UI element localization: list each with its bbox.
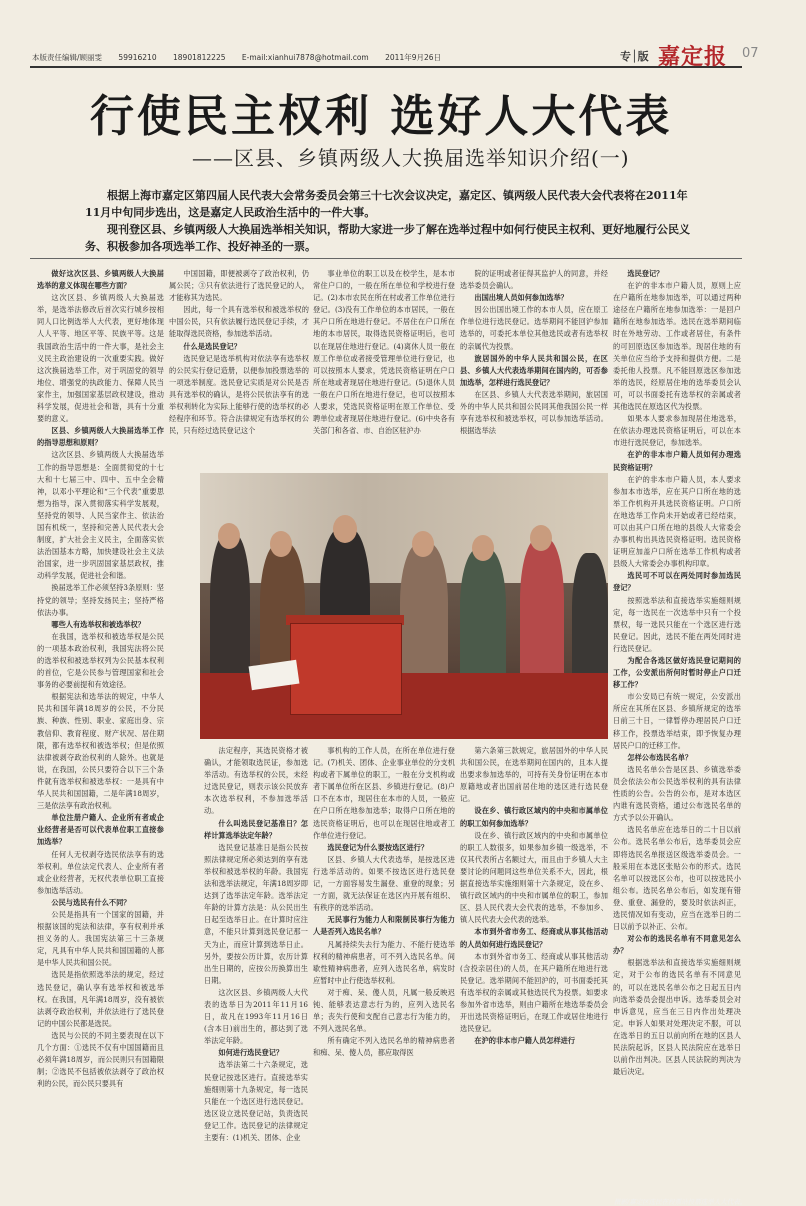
- question-heading: 什么叫选民登记基准日？怎样计算选举法定年龄？: [204, 818, 308, 840]
- body-paragraph: 设在乡、镇行政区域内的中央和市属单位的职工人数很多，如果参加乡镇一级选举，不仅其代表所占名额过大，而且由于乡镇人大主要讨论的问题同这些单位关系不大，因此，根据直接选举实施细则第十六条规定，设在乡、镇行政区域内的中央和市属单位的职工，参加区、县人民代表大会代表的选举，不参加乡、镇人民代表大会代表的选举。: [460, 830, 608, 925]
- body-paragraph: 选举法第二十六条规定，选民登记按选区进行。直接选举实施细则第十九条规定，每一选民只能在一个选区进行选民登记。选区设立选民登记站，负责选民登记工作。选民登记的法律规定主要有：(1)机关、团体、企业: [204, 1060, 308, 1142]
- question-heading: 选民可不可以在两处同时参加选民登记？: [613, 571, 741, 593]
- body-paragraph: 如果本人要求参加现居住地选举，在依法办理选民资格证明后，可以在本市进行选民登记，参加选举。: [613, 414, 741, 448]
- intro-paragraph: 现刊登区县、乡镇两级人大换届选举相关知识，帮助大家进一步了解在选举过程中如何行使民主权利、更好地履行公民义务、积极参加各项选举工作、投好神圣的一票。: [85, 223, 690, 253]
- body-paragraph: 在我国，选举权和被选举权是公民的一项基本政治权利，我国宪法将公民的选举权和被选举权列为公民基本权利的首位，它是公民参与管理国家和社会事务的必要前提和有效途径。: [37, 631, 164, 690]
- photo-head: [270, 531, 292, 557]
- photo-person: [460, 548, 506, 693]
- body-paragraph: 选民是指依照选举法的规定，经过选民登记，确认享有选举权和被选举权。在我国，凡年满18周岁，没有被依法剥夺政治权利，并依法进行了选民登记的中国公民都是选民。: [37, 970, 164, 1028]
- page-header: [30, 42, 759, 70]
- question-heading: 单位注册户籍人、企业所有者或企业经营者是否可以代表单位职工直接参加选举？: [37, 813, 164, 847]
- article-column: [613, 268, 741, 1108]
- body-paragraph: 在区县、乡镇人大代表选举期间，旅居国外的中华人民共和国公民同其他我国公民一样享有选举权和被选举权，可以参加选举活动。根据选举法: [460, 389, 608, 436]
- body-paragraph: 第六条第三款规定，旅居国外的中华人民共和国公民，在选举期间在国内的，且本人提出要求参加选举的，可持有关身份证明在本市原籍地或者出国前居住地的选区进行选民登记。: [460, 746, 608, 804]
- question-heading: 怎样公布选民名单？: [627, 752, 693, 762]
- question-heading: 在沪的非本市户籍人员如何办理选民资格证明？: [613, 450, 741, 472]
- article-column: [313, 268, 455, 468]
- question-heading: 选民登记？: [627, 269, 664, 278]
- photo-head: [530, 525, 552, 551]
- body-paragraph: 法定程序，其选民资格才被确认，才能领取选民证，参加选举活动。有选举权的公民，未经过选民登记，则表示该公民放弃本次选举权利，不参加选举活动。: [204, 746, 308, 816]
- body-paragraph: 凡属持续失去行为能力、不能行使选举权利的精神病患者，可不列入选民名单。间歇性精神病患者，应列入选民名单，病发时应暂时中止行使选举权利。: [313, 939, 455, 985]
- page-number: 07: [742, 46, 759, 61]
- ballot-box: [290, 623, 402, 715]
- body-paragraph: 在沪的非本市户籍人员，原则上应在户籍所在地参加选举，可以通过两种途径在户籍所在地参加选举：一是回户籍所在地参加选举。选民在选举期间临时在外地劳动、工作或者居住，有条件的可回原选区参加选举。现居住地的有关单位应当给予支持和提供方便。二是委托他人投票。凡不能回原选区参加选举的选民，经原居住地的选举委员会认可，可以书面委托有选举权的亲属或者其他选民在原选区代为投票。: [613, 281, 741, 412]
- body-paragraph: 因公出国出境工作的本市人员，应在原工作单位进行选民登记。选举期间不能回沪参加选举的，可委托本单位其他选民或者有选举权的亲属代为投票。: [460, 305, 608, 351]
- body-paragraph: 根据选举法和直接选举实施细则规定，对于公布的选民名单有不同意见的，可以在选民名单公布之日起五日内向选举委员会提出申诉。选举委员会对申诉意见，应当在三日内作出处理决定。申诉人如果对处理决定不服，可以在选举日的五日以前向所在地的区县人民法院起诉，区县人民法院应在选举日以前作出判决。区县人民法院的判决为最后决定。: [613, 958, 741, 1077]
- question-heading: 区县、乡镇两级人大换届选举工作的指导思想和原则？: [37, 426, 164, 448]
- body-paragraph: 中国国籍，即便被剥夺了政治权利，仍属公民；③只有依法进行了选民登记的人，才能称其为选民。: [169, 269, 309, 303]
- newspaper-logo: 嘉定报: [658, 44, 728, 70]
- body-paragraph: 按照选举法和直接选举实施细则规定，每一选民在一次选举中只有一个投票权，每一选民只能在一个选区进行选民登记。因此，选民不能在两处同时进行选民登记。: [613, 595, 741, 653]
- body-paragraph: 选民名单公告是区县、乡镇选举委员会依法公布公民选举权利的具有法律性质的公告。公告的公布，是对本选区内谁有选民资格，通过公布选民名单的方式予以公开确认。: [613, 764, 741, 823]
- body-paragraph: 选民登记是选举机构对依法享有选举权的公民实行登记造册，以便参加投票选举的一项选举制度。选民登记实质是对公民是否具有选举权的确认，是将公民依法享有的选举权利转化为实际上能够行使的选举权的必经程序和环节。符合法律规定有选举权的公民，只有经过选民登记这个: [169, 353, 309, 436]
- body-paragraph: 所有确定不列入选民名单的精神病患者和痴、呆、傻人员，都应取得医: [313, 1036, 455, 1058]
- headline: 行使民主权利 选好人大代表: [90, 91, 673, 142]
- question-heading: 什么是选民登记？: [183, 341, 241, 351]
- phone-1: 59916210: [118, 53, 157, 62]
- body-paragraph: 这次区县、乡镇两级人大代表的选举日为2011年11月16日，故凡在1993年11月16日(含本日)前出生的，都达到了选举法定年龄。: [204, 987, 308, 1046]
- question-heading: 选民登记为什么要按选区进行？: [327, 842, 429, 852]
- body-paragraph: 在沪的非本市户籍人员，本人要求参加本市选举，应在其户口所在地的选举工作机构开具选民资格证明。户口所在地选举工作尚未开始或者已经结束，可以由其户口所在地的县级人大常委会办事机构出具选民资格证明。选民资格证明应加盖户口所在选举工作机构或者县级人大常委会办事机构印章。: [613, 474, 741, 569]
- photo-person: [210, 533, 250, 693]
- body-paragraph: 本市到外省市务工、经商或从事其他活动(含投亲居住)的人员，在其户籍所在地进行选民登记。选举期间不能回沪的，可书面委托其有选举权的亲属或其他选民代为投票。如要求参加外省市选举，则由户籍所在地选举委员会开出选民资格证明后，在现工作或居住地进行选民登记。: [460, 951, 608, 1034]
- body-paragraph: 选民名单应在选举日的二十日以前公布。选民名单公布后，选举委员会应即将选民名单报送区级选举委员会。一般采用在本选区张贴公布的形式。选民名单可以按选区公布，也可以按选民小组公布。选民名单公布后，如发现有错登、重登、漏登的，要及时依法纠正，选民情况如有变动，应当在选举日的二日以前予以补正、公布。: [613, 825, 741, 932]
- header-info: [32, 52, 455, 63]
- body-paragraph: 因此，每一个具有选举权和被选举权的中国公民，只有依法履行选民登记手续，才能取得选民资格，参加选举活动。: [169, 305, 309, 339]
- photo-person: [520, 538, 564, 693]
- body-paragraph: 对于痴、呆、傻人员，凡属一般反映迟钝、能够表达意志行为的，应列入选民名单；丧失行使和支配自己意志行为能力的，不列入选民名单。: [313, 987, 455, 1034]
- body-paragraph: 根据宪法和选举法的规定，中华人民共和国年满18周岁的公民，不分民族、种族、性别、职业、家庭出身、宗教信仰、教育程度、财产状况、居住期限，都有选举权和被选举权；但是依照法律被剥夺政治权利的人除外。也就是说，在我国，公民只要符合以下三个条件就有选举权和被选举权：一是具有中华人民共和国国籍，二是年满18周岁，三是依法享有政治权利。: [37, 692, 164, 811]
- issue-date: 2011年9月26日: [385, 53, 442, 62]
- body-paragraph: 换届选举工作必须坚持3条原则：坚持党的领导；坚持发扬民主；坚持严格依法办事。: [37, 583, 164, 617]
- body-paragraph: 选民登记基准日是指公民按照法律规定所必须达到的享有选举权和被选举权的年龄。我国宪法和选举法规定，年满18周岁即达到了选举法定年龄。选举法定年龄的计算方法是：从公民出生日起至选举日止。在计算时应注意，不能只计算到选民登记那一天为止，而应计算到选举日止。另外，要按公历计算，农历计算出生日期的，应按公历换算出生日期。: [204, 842, 308, 985]
- photo-person: [572, 553, 608, 693]
- phone-2: 18901812225: [173, 53, 226, 62]
- body-paragraph: 市公安局已有统一规定，公安派出所应在其所在区县、乡镇所规定的选举日前三十日，一律暂停办理居民户口迁移工作，投票选举结束，即予恢复办理居民户口的迁移工作。: [613, 692, 741, 750]
- question-heading: 本市到外省市务工、经商或从事其他活动的人员如何进行选民登记？: [460, 927, 608, 949]
- article-column: [37, 268, 164, 1108]
- subheadline: ——区县、乡镇两级人大换届选举知识介绍(一): [192, 146, 630, 170]
- editor-credit: 本版责任编辑/顾丽雯: [32, 53, 103, 62]
- section-label: 专│版: [620, 50, 649, 63]
- article-column: [460, 268, 608, 468]
- body-paragraph: 任何人无权剥夺选民依法享有的选举权利。单位法定代表人、企业所有者或企业经营者，无权代表单位职工直接参加选举活动。: [37, 849, 164, 895]
- question-heading: 无民事行为能力人和限制民事行为能力人是否列入选民名单？: [313, 915, 455, 937]
- question-heading: 为配合各选区做好选民登记期间的工作，公安派出所何时暂时停止户口迁移工作？: [613, 656, 741, 690]
- photo-head: [333, 515, 357, 543]
- body-paragraph: 院的证明或者征得其监护人的同意，并经选举委员会确认。: [460, 269, 608, 291]
- photo-head: [218, 523, 240, 549]
- body-paragraph: 区县、乡镇人大代表选举，是按选区进行选举活动的。如果不按选区进行选民登记，一方面容易发生漏登、重登的现象；另一方面，就无法保证在选区内开展有组织、有秩序的选举活动。: [313, 854, 455, 913]
- article-column: [460, 745, 608, 1110]
- body-paragraph: 事机构的工作人员，在所在单位进行登记。(7)机关、团体、企业事业单位的分支机构或者下属单位的职工，一般在分支机构或者下属单位所在区县、乡镇进行登记。(8)户口不在本市，现居住在本市的人员，一般应在户口所在地参加选举；取得户口所在地的选民资格证明后，也可以在现居住地或者工作单位进行登记。: [313, 746, 455, 840]
- body-paragraph: 事业单位的职工以及在校学生，是本市常住户口的，一般在所在单位和学校进行登记。(2)本市农民在所在村或者工作单位进行登记。(3)没有工作单位的本市居民，一般在其户口所在地进行登记。不居住在户口所在地的本市居民，取得选民资格证明后，也可以在现居住地进行登记。(4)离休人员一般在原工作单位或者接受管理单位进行登记，也可以按照本人要求，凭选民资格证明在户口所在地或者现居住地进行登记。(5)退休人员一般在户口所在地进行登记，也可以按照本人要求，凭选民资格证明在原工作单位、受聘单位或者现居住地进行登记。(6)中央各有关部门和各省、市、自治区驻沪办: [313, 269, 455, 436]
- question-heading: 在沪的非本市户籍人员怎样进行: [474, 1036, 576, 1046]
- photo-caption: 摄影/嘉定区选民在投票站投票选举人大代表。: [614, 1198, 747, 1206]
- intro-paragraphs: [85, 187, 697, 255]
- photo-head: [412, 531, 434, 557]
- question-heading: 哪些人有选举权和被选举权？: [51, 619, 145, 629]
- question-heading: 设在乡、镇行政区域内的中央和市属单位的职工如何参加选举？: [460, 806, 608, 828]
- question-heading: 公民与选民有什么不同？: [51, 897, 131, 907]
- question-heading: 旅居国外的中华人民共和国公民，在区县、乡镇人大代表选举期间在国内的，可否参加选举，怎样进行选民登记？: [460, 353, 608, 387]
- body-paragraph: 这次区县、乡镇两级人大换届选举工作的指导思想是：全面贯彻党的十七大和十七届三中、四中、五中全会精神，以邓小平理论和“三个代表”重要思想为指导，深入贯彻落实科学发展观，坚持党的领导、人民当家作主、依法治国有机统一，坚持和完善人民代表大会制度，扩大社会主义民主，全面落实依法治国基本方略，加快建设社会主义法治国家，进一步巩固国家基层政权，推动科学发展，促进社会和谐。: [37, 450, 164, 581]
- article-column: [313, 745, 455, 1110]
- question-heading: 做好这次区县、乡镇两级人大换届选举的意义体现在哪些方面？: [37, 269, 164, 291]
- photo-head: [472, 535, 494, 561]
- intro-paragraph: 根据上海市嘉定区第四届人民代表大会常务委员会第三十七次会议决定，嘉定区、镇两级人民代表大会代表将在2011年11月中旬同步选出，这是嘉定人民政治生活中的一件大事。: [85, 189, 688, 219]
- photo-person: [400, 543, 448, 693]
- question-heading: 对公布的选民名单有不同意见怎么办？: [613, 934, 741, 956]
- question-heading: 如何进行选民登记？: [218, 1048, 284, 1058]
- body-paragraph: 这次区县、乡镇两级人大换届选举，是选举法修改后首次实行城乡按相同人口比例选举人大代表，更好地体现人人平等、地区平等、民族平等。这是我国政治生活中的一件大事，是社会主义民主政治建设的一次重要实践。做好这次换届选举工作，对于巩固党的领导地位、增强党的执政能力、保障人民当家作主，加强国家基层政权建设，推动科学发展，促进社会和谐，具有十分重要的意义。: [37, 293, 164, 424]
- article-column: [169, 268, 309, 468]
- body-paragraph: 选民与公民的不同主要表现在以下几个方面：①选民不仅有中国国籍而且必须年满18周岁，而公民则只有国籍限制；②选民不包括被依法剥夺了政治权利的公民，而公民只要具有: [37, 1030, 164, 1089]
- article-column: [204, 745, 308, 1142]
- body-paragraph: 公民是指具有一个国家的国籍，并根据该国的宪法和法律，享有权利并承担义务的人。我国宪法第三十三条规定，凡具有中华人民共和国国籍的人都是中华人民共和国公民。: [37, 909, 164, 968]
- email: E-mail:xianhui7878@hotmail.com: [241, 53, 369, 62]
- question-heading: 出国出境人员如何参加选举？: [474, 293, 568, 303]
- divider: [30, 258, 742, 259]
